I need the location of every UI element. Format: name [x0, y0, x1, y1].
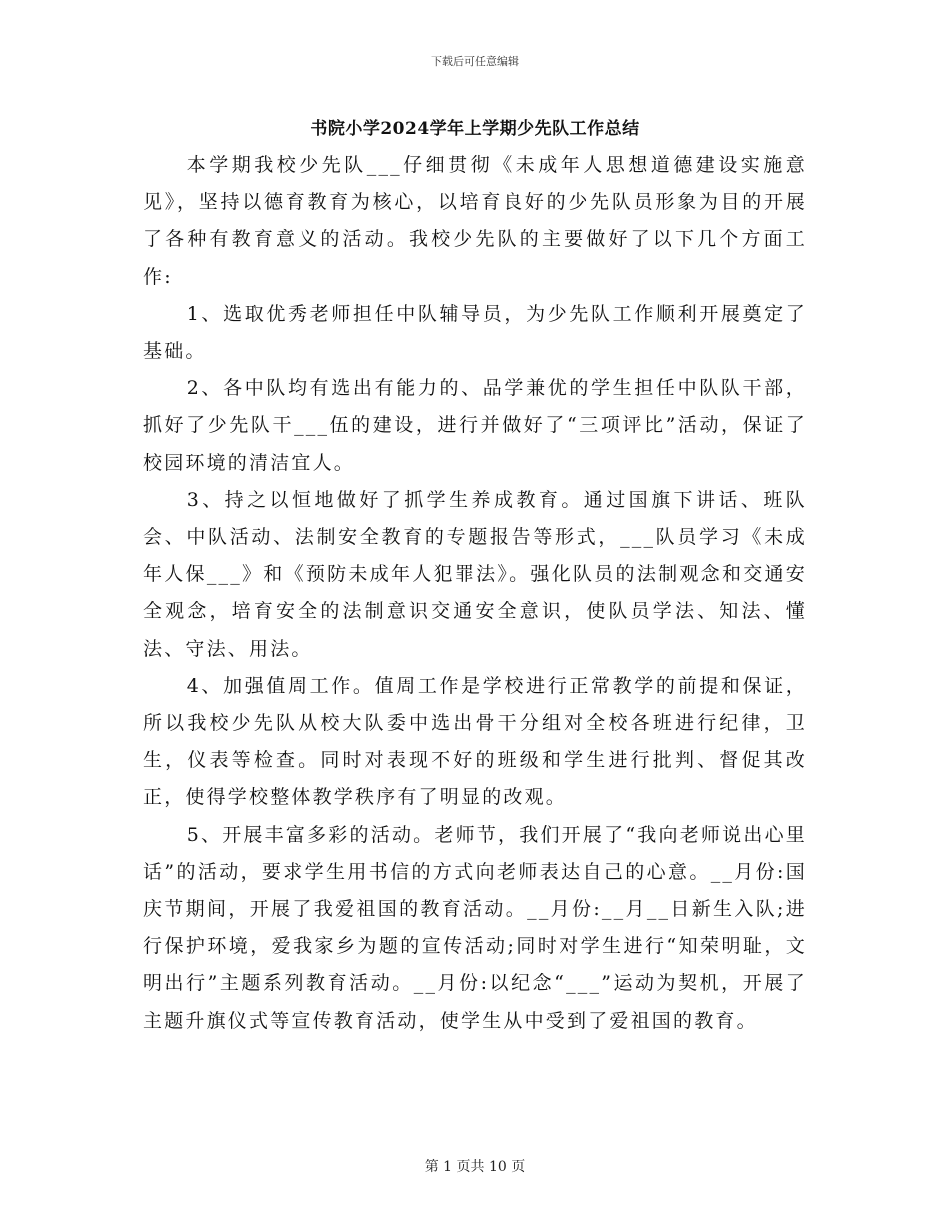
document-body [143, 147, 807, 1040]
paragraph-item-4: 4、加强值周工作。值周工作是学校进行正常教学的前提和保证，所以我校少先队从校大队委中选出骨干分组对全校各班进行纪律，卫生，仪表等检查。同时对表现不好的班级和学生进行批判、督促其改正，使得学校整体教学秩序有了明显的改观。 [143, 674, 807, 809]
page-number-footer: 第 1 页共 10 页 [424, 1159, 526, 1175]
paragraph-item-1: 1、选取优秀老师担任中队辅导员，为少先队工作顺利开展奠定了基础。 [143, 302, 807, 363]
paragraph-item-3: 3、持之以恒地做好了抓学生养成教育。通过国旗下讲话、班队会、中队活动、法制安全教育的专题报告等形式，___队员学习《未成年人保___》和《预防未成年人犯罪法》。强化队员的法制观念和交通安全观念，培育安全的法制意识交通安全意识，使队员学法、知法、懂法、守法、用法。 [143, 488, 807, 660]
header-note: 下载后可任意编辑 [431, 55, 519, 68]
document-title: 书院小学2024学年上学期少先队工作总结 [310, 119, 640, 139]
paragraph-item-5: 5、开展丰富多彩的活动。老师节，我们开展了“我向老师说出心里话”的活动，要求学生用书信的方式向老师表达自己的心意。__月份:国庆节期间，开展了我爱祖国的教育活动。__月份:__月__日新生入队;进行保护环境，爱我家乡为题的宣传活动;同时对学生进行“知荣明耻，文明出行”主题系列教育活动。__月份:以纪念“___”运动为契机，开展了主题升旗仪式等宣传教育活动，使学生从中受到了爱祖国的教育。 [143, 823, 807, 1032]
paragraph-intro: 本学期我校少先队___仔细贯彻《未成年人思想道德建设实施意见》，坚持以德育教育为核心，以培育良好的少先队员形象为目的开展了各种有教育意义的活动。我校少先队的主要做好了以下几个方面工作: [143, 154, 807, 288]
paragraph-item-2: 2、各中队均有选出有能力的、品学兼优的学生担任中队队干部，抓好了少先队干___伍的建设，进行并做好了“三项评比”活动，保证了校园环境的清洁宜人。 [143, 377, 807, 474]
